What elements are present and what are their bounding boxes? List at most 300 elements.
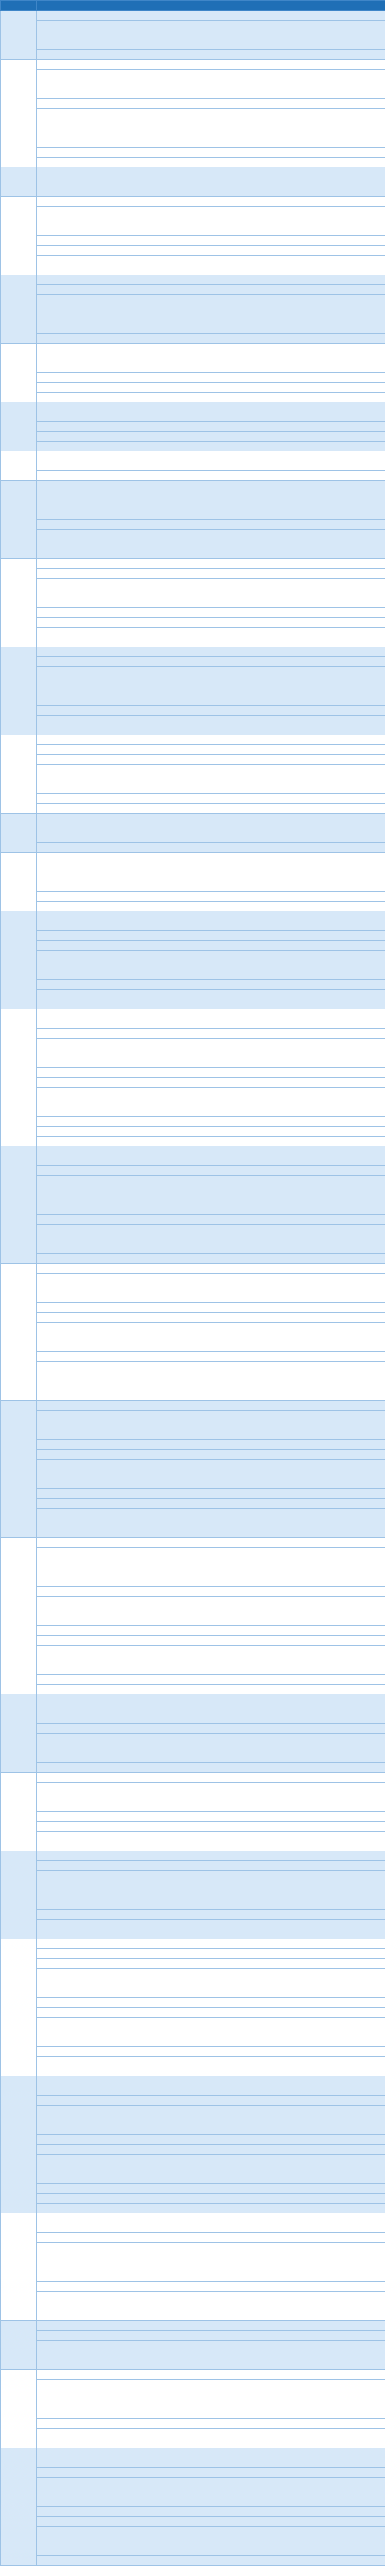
table-row	[1, 1783, 385, 1792]
phone-cell	[299, 1822, 385, 1832]
table-row	[1, 393, 385, 402]
phone-cell	[299, 569, 385, 579]
address-cell	[160, 2037, 299, 2047]
address-cell	[160, 1959, 299, 1969]
district-cell	[1, 647, 37, 735]
site-name-cell	[37, 304, 160, 314]
table-row	[1, 2027, 385, 2037]
address-cell	[160, 236, 299, 246]
site-name-cell	[37, 1616, 160, 1626]
address-cell	[160, 177, 299, 187]
district-cell	[1, 1401, 37, 1538]
address-cell	[160, 2155, 299, 2164]
site-name-cell	[37, 1783, 160, 1792]
site-name-cell	[37, 1528, 160, 1538]
site-name-cell	[37, 1420, 160, 1430]
phone-cell	[299, 304, 385, 314]
phone-cell	[299, 1156, 385, 1166]
address-cell	[160, 402, 299, 412]
table-row	[1, 2497, 385, 2507]
address-cell	[160, 1420, 299, 1430]
site-name-cell	[37, 951, 160, 960]
site-name-cell	[37, 1205, 160, 1215]
phone-cell	[299, 2027, 385, 2037]
site-name-cell	[37, 2145, 160, 2155]
phone-cell	[299, 1430, 385, 1440]
site-name-cell	[37, 1665, 160, 1675]
table-row	[1, 1851, 385, 1861]
table-row	[1, 774, 385, 784]
phone-cell	[299, 1274, 385, 1283]
phone-cell	[299, 1420, 385, 1430]
address-cell	[160, 393, 299, 402]
site-name-cell	[37, 1959, 160, 1969]
site-name-cell	[37, 2458, 160, 2468]
phone-cell	[299, 1685, 385, 1694]
phone-cell	[299, 295, 385, 304]
address-cell	[160, 1538, 299, 1548]
table-row	[1, 1009, 385, 1019]
table-row	[1, 344, 385, 353]
address-cell	[160, 1460, 299, 1469]
table-row	[1, 784, 385, 794]
address-cell	[160, 1009, 299, 1019]
address-cell	[160, 1450, 299, 1460]
table-row	[1, 2125, 385, 2135]
phone-cell	[299, 2272, 385, 2282]
site-name-cell	[37, 1557, 160, 1567]
table-row	[1, 1303, 385, 1313]
site-name-cell	[37, 2115, 160, 2125]
address-cell	[160, 2507, 299, 2517]
address-cell	[160, 1127, 299, 1137]
site-name-cell	[37, 207, 160, 216]
table-row	[1, 1117, 385, 1127]
site-name-cell	[37, 1832, 160, 1841]
table-row	[1, 2311, 385, 2321]
site-name-cell	[37, 637, 160, 647]
phone-cell	[299, 2252, 385, 2262]
table-row	[1, 1753, 385, 1763]
table-row	[1, 1019, 385, 1029]
table-row	[1, 2223, 385, 2233]
district-cell	[1, 1264, 37, 1401]
site-name-cell	[37, 2252, 160, 2262]
site-name-cell	[37, 559, 160, 569]
site-name-cell	[37, 1597, 160, 1606]
phone-cell	[299, 2527, 385, 2536]
table-row	[1, 530, 385, 539]
address-cell	[160, 1176, 299, 1185]
site-name-cell	[37, 1156, 160, 1166]
site-name-cell	[37, 1910, 160, 1920]
phone-cell	[299, 2037, 385, 2047]
table-row	[1, 1274, 385, 1283]
table-row	[1, 1959, 385, 1969]
phone-cell	[299, 1039, 385, 1048]
address-cell	[160, 1146, 299, 1156]
table-row	[1, 1636, 385, 1646]
district-cell	[1, 197, 37, 275]
site-name-cell	[37, 1518, 160, 1528]
address-cell	[160, 2546, 299, 2556]
table-header-row	[1, 1, 385, 11]
site-name-cell	[37, 422, 160, 432]
site-name-cell	[37, 1880, 160, 1890]
phone-cell	[299, 1773, 385, 1783]
address-cell	[160, 2272, 299, 2282]
site-name-cell	[37, 1293, 160, 1303]
site-name-cell	[37, 2037, 160, 2047]
table-row	[1, 2174, 385, 2184]
address-cell	[160, 79, 299, 89]
site-name-cell	[37, 853, 160, 862]
phone-cell	[299, 618, 385, 628]
phone-cell	[299, 628, 385, 637]
address-cell	[160, 246, 299, 256]
site-name-cell	[37, 608, 160, 618]
table-row	[1, 2458, 385, 2468]
address-cell	[160, 2350, 299, 2360]
site-name-cell	[37, 1939, 160, 1949]
phone-cell	[299, 1832, 385, 1841]
phone-cell	[299, 1127, 385, 1137]
table-row	[1, 608, 385, 618]
phone-cell	[299, 226, 385, 236]
table-row	[1, 1792, 385, 1802]
table-row	[1, 892, 385, 902]
phone-cell	[299, 1597, 385, 1606]
column-header-district	[1, 1, 37, 11]
site-name-cell	[37, 1714, 160, 1724]
address-cell	[160, 1802, 299, 1812]
site-name-cell	[37, 2223, 160, 2233]
address-cell	[160, 686, 299, 696]
table-row	[1, 1499, 385, 1509]
phone-cell	[299, 1920, 385, 1929]
table-row	[1, 588, 385, 598]
address-cell	[160, 1890, 299, 1900]
table-row	[1, 755, 385, 765]
table-row	[1, 1185, 385, 1195]
site-name-cell	[37, 1694, 160, 1704]
phone-cell	[299, 2213, 385, 2223]
phone-cell	[299, 745, 385, 755]
table-row	[1, 2409, 385, 2419]
phone-cell	[299, 1058, 385, 1068]
site-name-cell	[37, 89, 160, 99]
phone-cell	[299, 1352, 385, 1362]
phone-cell	[299, 1499, 385, 1509]
address-cell	[160, 1469, 299, 1479]
address-cell	[160, 902, 299, 911]
table-row	[1, 676, 385, 686]
table-row	[1, 1724, 385, 1734]
address-cell	[160, 1283, 299, 1293]
phone-cell	[299, 197, 385, 207]
phone-cell	[299, 2174, 385, 2184]
phone-cell	[299, 99, 385, 109]
site-name-cell	[37, 794, 160, 804]
address-cell	[160, 1381, 299, 1391]
phone-cell	[299, 2057, 385, 2066]
phone-cell	[299, 1646, 385, 1655]
phone-cell	[299, 1264, 385, 1274]
site-name-cell	[37, 980, 160, 990]
phone-cell	[299, 2517, 385, 2527]
phone-cell	[299, 530, 385, 539]
site-name-cell	[37, 2047, 160, 2057]
phone-cell	[299, 324, 385, 334]
district-cell	[1, 275, 37, 344]
phone-cell	[299, 2184, 385, 2194]
phone-cell	[299, 1606, 385, 1616]
phone-cell	[299, 862, 385, 872]
table-row	[1, 1694, 385, 1704]
table-row	[1, 402, 385, 412]
address-cell	[160, 481, 299, 490]
address-cell	[160, 2556, 299, 2566]
site-name-cell	[37, 530, 160, 539]
table-row	[1, 2066, 385, 2076]
address-cell	[160, 1489, 299, 1499]
site-name-cell	[37, 1137, 160, 1146]
site-name-cell	[37, 1920, 160, 1929]
site-name-cell	[37, 167, 160, 177]
phone-cell	[299, 2262, 385, 2272]
phone-cell	[299, 774, 385, 784]
phone-cell	[299, 1929, 385, 1939]
site-name-cell	[37, 442, 160, 451]
site-name-cell	[37, 1371, 160, 1381]
site-name-cell	[37, 1185, 160, 1195]
table-row	[1, 2115, 385, 2125]
phone-cell	[299, 2478, 385, 2487]
table-row	[1, 667, 385, 676]
table-row	[1, 1048, 385, 1058]
table-row	[1, 148, 385, 158]
site-name-cell	[37, 1763, 160, 1773]
table-row	[1, 725, 385, 735]
phone-cell	[299, 2125, 385, 2135]
phone-cell	[299, 853, 385, 862]
table-row	[1, 598, 385, 608]
site-name-cell	[37, 2213, 160, 2223]
site-name-cell	[37, 774, 160, 784]
site-name-cell	[37, 2272, 160, 2282]
table-row	[1, 187, 385, 197]
address-cell	[160, 637, 299, 647]
site-name-cell	[37, 285, 160, 295]
site-name-cell	[37, 1577, 160, 1587]
site-name-cell	[37, 833, 160, 843]
site-name-cell	[37, 30, 160, 40]
phone-cell	[299, 109, 385, 118]
phone-cell	[299, 1332, 385, 1342]
table-row	[1, 1518, 385, 1528]
table-row	[1, 637, 385, 647]
phone-cell	[299, 882, 385, 892]
table-row	[1, 1411, 385, 1420]
table-row	[1, 931, 385, 941]
site-name-cell	[37, 275, 160, 285]
table-row	[1, 1773, 385, 1783]
phone-cell	[299, 1078, 385, 1088]
table-row	[1, 882, 385, 892]
site-name-cell	[37, 1430, 160, 1440]
table-row	[1, 1381, 385, 1391]
site-name-cell	[37, 197, 160, 207]
phone-cell	[299, 2301, 385, 2311]
site-name-cell	[37, 1773, 160, 1783]
table-row	[1, 2213, 385, 2223]
table-row	[1, 2184, 385, 2194]
phone-cell	[299, 1509, 385, 1518]
phone-cell	[299, 1137, 385, 1146]
site-name-cell	[37, 569, 160, 579]
district-cell	[1, 2448, 37, 2566]
table-row	[1, 2536, 385, 2546]
table-row	[1, 1743, 385, 1753]
address-cell	[160, 2096, 299, 2106]
address-cell	[160, 1401, 299, 1411]
phone-cell	[299, 21, 385, 30]
address-cell	[160, 1068, 299, 1078]
phone-cell	[299, 481, 385, 490]
phone-cell	[299, 1009, 385, 1019]
phone-cell	[299, 2497, 385, 2507]
address-cell	[160, 2321, 299, 2331]
address-cell	[160, 1264, 299, 1274]
address-cell	[160, 1097, 299, 1107]
table-row	[1, 197, 385, 207]
table-row	[1, 1978, 385, 1988]
address-cell	[160, 1352, 299, 1362]
phone-cell	[299, 2311, 385, 2321]
site-name-cell	[37, 412, 160, 422]
table-row	[1, 1088, 385, 1097]
address-cell	[160, 1704, 299, 1714]
phone-cell	[299, 11, 385, 21]
address-cell	[160, 1978, 299, 1988]
table-row	[1, 2155, 385, 2164]
site-name-cell	[37, 1724, 160, 1734]
table-row	[1, 1029, 385, 1039]
table-row	[1, 1557, 385, 1567]
site-name-cell	[37, 1978, 160, 1988]
address-cell	[160, 765, 299, 774]
address-cell	[160, 158, 299, 167]
site-name-cell	[37, 2546, 160, 2556]
table-row	[1, 2135, 385, 2145]
address-cell	[160, 1636, 299, 1646]
phone-cell	[299, 1303, 385, 1313]
phone-cell	[299, 1371, 385, 1381]
table-row	[1, 1939, 385, 1949]
table-row	[1, 50, 385, 60]
address-cell	[160, 383, 299, 393]
table-row	[1, 2301, 385, 2311]
site-name-cell	[37, 1743, 160, 1753]
site-name-cell	[37, 765, 160, 774]
table-row	[1, 1577, 385, 1587]
address-cell	[160, 1234, 299, 1244]
phone-cell	[299, 383, 385, 393]
phone-cell	[299, 1176, 385, 1185]
site-name-cell	[37, 1039, 160, 1048]
site-name-cell	[37, 50, 160, 60]
address-cell	[160, 1215, 299, 1225]
table-row	[1, 1920, 385, 1929]
district-cell	[1, 1694, 37, 1773]
address-cell	[160, 207, 299, 216]
table-row	[1, 921, 385, 931]
table-row	[1, 1871, 385, 1880]
table-row	[1, 902, 385, 911]
address-cell	[160, 353, 299, 363]
district-cell	[1, 11, 37, 60]
phone-cell	[299, 128, 385, 138]
site-name-cell	[37, 911, 160, 921]
table-row	[1, 520, 385, 530]
phone-cell	[299, 1469, 385, 1479]
phone-cell	[299, 50, 385, 60]
address-cell	[160, 148, 299, 158]
site-name-cell	[37, 2556, 160, 2566]
address-cell	[160, 1910, 299, 1920]
address-cell	[160, 1088, 299, 1097]
address-cell	[160, 1225, 299, 1234]
site-name-cell	[37, 1048, 160, 1058]
phone-cell	[299, 138, 385, 148]
site-name-cell	[37, 1088, 160, 1097]
phone-cell	[299, 402, 385, 412]
site-name-cell	[37, 1274, 160, 1283]
site-name-cell	[37, 2360, 160, 2370]
address-cell	[160, 1548, 299, 1557]
phone-cell	[299, 1587, 385, 1597]
table-row	[1, 1323, 385, 1332]
table-row	[1, 1342, 385, 1352]
table-row	[1, 2370, 385, 2380]
table-row	[1, 461, 385, 471]
address-cell	[160, 1274, 299, 1283]
phone-cell	[299, 2331, 385, 2341]
site-name-cell	[37, 686, 160, 696]
address-cell	[160, 2018, 299, 2027]
address-cell	[160, 872, 299, 882]
table-row	[1, 1107, 385, 1117]
address-cell	[160, 373, 299, 383]
site-name-cell	[37, 2321, 160, 2331]
address-cell	[160, 30, 299, 40]
table-row	[1, 1156, 385, 1166]
address-cell	[160, 2341, 299, 2350]
address-cell	[160, 1988, 299, 1998]
district-cell	[1, 853, 37, 911]
address-cell	[160, 422, 299, 432]
table-row	[1, 490, 385, 500]
site-name-cell	[37, 2096, 160, 2106]
district-cell	[1, 911, 37, 1009]
address-cell	[160, 70, 299, 79]
table-row	[1, 40, 385, 50]
address-cell	[160, 706, 299, 716]
address-cell	[160, 451, 299, 461]
address-cell	[160, 2360, 299, 2370]
address-cell	[160, 1313, 299, 1323]
site-name-cell	[37, 1362, 160, 1371]
